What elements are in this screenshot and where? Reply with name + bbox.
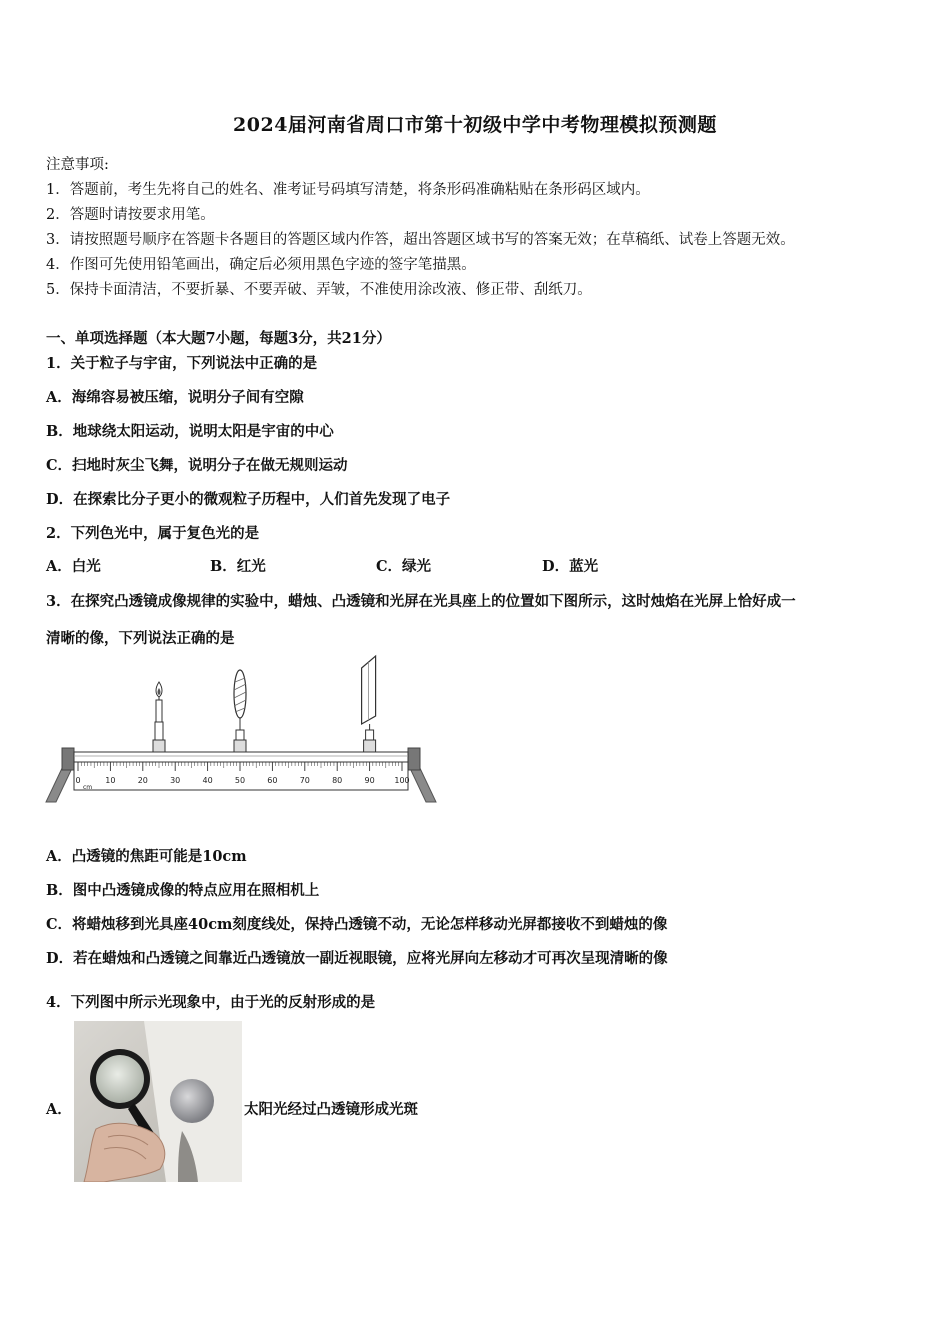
candle: [153, 682, 165, 752]
scale-tick-label: 10: [105, 776, 116, 785]
scale-tick-label: 20: [137, 776, 148, 785]
scale-tick-label: 90: [364, 776, 375, 785]
q4-option-a-letter: A．: [46, 1101, 72, 1118]
optical-bench-figure: [44, 652, 440, 808]
q3-option-d: D．若在蜡烛和凸透镜之间靠近凸透镜放一副近视眼镜，应将光屏向左移动才可再次呈现清晰的像: [46, 950, 668, 967]
q4-stem: 4．下列图中所示光现象中，由于光的反射形成的是: [46, 994, 376, 1011]
q3-stem-line2: 清晰的像，下列说法正确的是: [46, 630, 235, 647]
q2-option-b: B．红光: [210, 558, 266, 575]
q1-option-d: D．在探索比分子更小的微观粒子历程中，人们首先发现了电子: [46, 491, 451, 508]
scale-tick-label: 30: [170, 776, 181, 785]
scale-unit: cm: [83, 784, 93, 791]
page-title: 2024届河南省周口市第十初级中学中考物理模拟预测题: [233, 114, 717, 136]
q2-option-d: D．蓝光: [542, 558, 599, 575]
q3-option-c: C．将蜡烛移到光具座40cm刻度线处，保持凸透镜不动，无论怎样移动光屏都接收不到蜡烛的像: [46, 916, 668, 933]
q2-option-a: A．白光: [46, 558, 101, 575]
magnifier-photo: [74, 1021, 242, 1182]
scale-tick-label: 0: [75, 776, 81, 785]
scale-tick-label: 70: [299, 776, 310, 785]
scale-tick-label: 40: [202, 776, 213, 785]
bench-rail: [74, 752, 408, 762]
notice-item-3: 3．请按照题号顺序在答题卡各题目的答题区域内作答，超出答题区域书写的答案无效；在草稿纸、试卷上答题无效。: [46, 232, 795, 248]
q3-stem-line1: 3．在探究凸透镜成像规律的实验中，蜡烛、凸透镜和光屏在光具座上的位置如下图所示，这时烛焰在光屏上恰好成一: [46, 593, 796, 610]
notice-item-5: 5．保持卡面清洁，不要折暴、不要弄破、弄皱，不准使用涂改液、修正带、刮纸刀。: [46, 282, 592, 298]
scale-tick-label: 60: [267, 776, 278, 785]
q2-stem: 2．下列色光中，属于复色光的是: [46, 525, 260, 542]
q1-option-b: B．地球绕太阳运动，说明太阳是宇宙的中心: [46, 423, 334, 440]
notice-item-1: 1．答题前，考生先将自己的姓名、准考证号码填写清楚，将条形码准确粘贴在条形码区域内。: [46, 182, 650, 198]
scale-tick-label: 100: [394, 776, 410, 785]
notice-item-4: 4．作图可先使用铅笔画出，确定后必须用黑色字迹的签字笔描黑。: [46, 257, 476, 273]
light-screen: [362, 656, 376, 752]
scale-tick-label: 80: [332, 776, 343, 785]
q3-option-a: A．凸透镜的焦距可能是10cm: [46, 848, 247, 865]
notice-item-2: 2．答题时请按要求用笔。: [46, 207, 215, 223]
convex-lens: [234, 670, 246, 752]
q1-option-a: A．海绵容易被压缩，说明分子间有空隙: [46, 389, 304, 406]
bench-right-block: [408, 748, 420, 770]
scale-tick-label: 50: [234, 776, 246, 785]
q2-option-c: C．绿光: [376, 558, 432, 575]
q4-option-a-caption: 太阳光经过凸透镜形成光斑: [244, 1101, 418, 1118]
section-heading: 一、单项选择题（本大题7小题，每题3分，共21分）: [46, 330, 391, 347]
q1-option-c: C．扫地时灰尘飞舞，说明分子在做无规则运动: [46, 457, 348, 474]
q1-stem: 1．关于粒子与宇宙，下列说法中正确的是: [46, 355, 318, 372]
bench-left-block: [62, 748, 74, 770]
notice-heading: 注意事项:: [46, 157, 109, 173]
q3-option-b: B．图中凸透镜成像的特点应用在照相机上: [46, 882, 320, 899]
